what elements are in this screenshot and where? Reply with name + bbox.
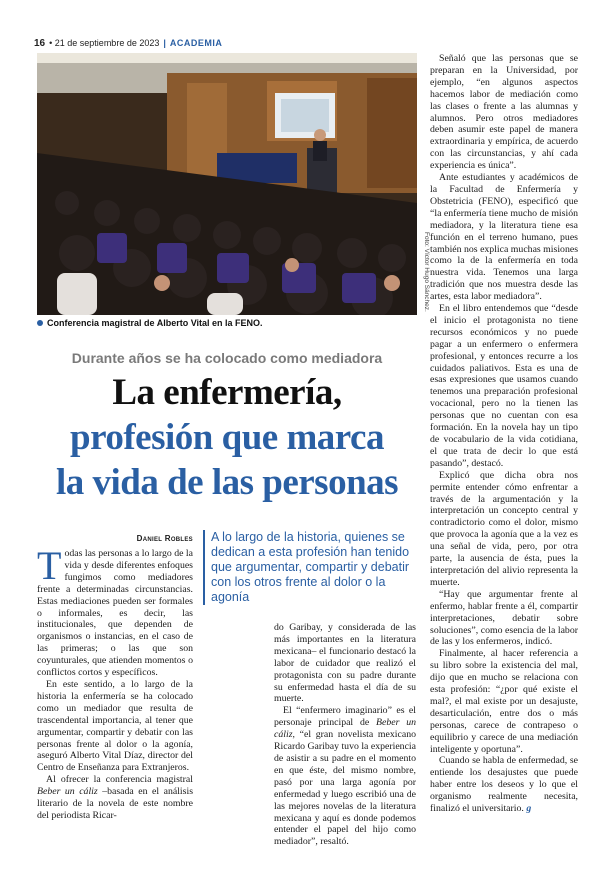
paragraph: El “enfermero imaginario” es el personaje principal de Beber un cáliz, “el gran novelista mexicano Ricardo Garibay tuvo la experiencia de asistir a su padre en el momento en que éste, del mismo nombre, pasó por una larga agonía por enfermedad y luego escribió una de las mejores novelas de la literatura mexicana y aquí es donde podemos entender el papel del hijo como mediador”, resaltó. xyxy=(274,705,417,848)
end-mark-icon: g xyxy=(526,803,532,815)
article-kicker: Durante años se ha colocado como mediadora xyxy=(71,350,383,366)
photo-credit: Foto: Víctor Hugo Sánchez. xyxy=(423,232,430,312)
section-name: ACADEMIA xyxy=(169,38,223,48)
paragraph: En el libro entendemos que “desde el inicio el protagonista no tiene recursos económicos y no puede pagar a un enfermero o enfermera profesional, y entonces recurre a los cuidados paliativos. Esta es una de esas expresiones que usamos cuando tenemos una preparación profesional vocacional, pero no la tienen las personas que no cuentan con esa formación. En la novela hay un tipo de vocabulario de la vida cotidiana, el que trata de decir lo que está pasando”, destacó. xyxy=(430,303,578,469)
paragraph: Finalmente, al hacer referencia a su libro sobre la existencia del mal, dijo que en mucho se relaciona con esta profesión: “¿por qué existe el mal?, el mal existe por un desajuste, desarticulación, entre dos o más personas, carece de contrapeso o equilibrio y carece de una mediación inteligente y oportuna”. xyxy=(430,648,578,755)
pull-quote: A lo largo de la historia, quienes se dedican a esta profesión han tenido que argumentar, compartir y debatir con los otros frente al dolor o la agonía xyxy=(203,530,413,605)
issue-date: • 21 de septiembre de 2023 xyxy=(49,38,160,48)
paragraph: Señaló que las personas que se preparan en la Universidad, por ejemplo, “en algunos aspectos hacemos labor de mediación como las clases o frente a las alumnas y alumnos. Pero otros mediadores deben asumir este papel de manera extraordinaria y empírica, de acuerdo con las circunstancias, y ahí cada experiencia es única”. xyxy=(430,53,578,172)
paragraph: Cuando se habla de enfermedad, se entiende los desajustes que puede haber entre los deseos y lo que el organismo realmente necesita, finalizó el universitario. g xyxy=(430,755,578,815)
paragraph: Al ofrecer la conferencia magistral Beber un cáliz –basada en el análisis literario de la novela de este nombre del periodista Ricar- xyxy=(37,774,194,821)
page-number: 16 xyxy=(34,38,46,49)
article-column-1 xyxy=(37,543,194,822)
paragraph: Ante estudiantes y académicos de la Facultad de Enfermería y Obstetricia (FENO), especificó que “la enfermería tiene mucho de misión mediadora, y la literatura tiene esa función en el terreno humano, pues también nos explica muchas misiones como la de la enfermería en toda nuestra vida. Tenemos una larga tradición que nos muestra desde las artes, esta labor mediadora”. xyxy=(430,172,579,303)
headline-line-1: La enfermería, xyxy=(112,372,342,413)
drop-cap: T xyxy=(37,543,62,588)
paragraph: Explicó que dicha obra nos permite entender cómo enfrentar a través de la argumentación y la interpretación un concepto central y contradictorio como el dolor, mismo que provoca la agonía que a la vez es una señal de vida, pero, por otra parte, la ausencia de ésta, pues la interpretación del alivio representa la muerte. xyxy=(430,469,578,588)
caption-bullet-icon xyxy=(37,320,43,326)
header-separator: | xyxy=(163,38,166,48)
paragraph: Todas las personas a lo largo de la vida y desde diferentes enfoques fungimos como mediadores frente a determinadas circunstancias. Estas mediaciones pueden ser formales o informales, es decir, las institucionales, que dependen de organismos o instancias, en el caso de las primeras; o las que son coyunturales, que atienden momentos o conflictos cortos y específicos. xyxy=(37,543,193,679)
headline-line-3: la vida de las personas xyxy=(55,462,399,503)
page-header xyxy=(34,38,222,49)
article-column-2 xyxy=(274,622,416,848)
article-column-3 xyxy=(430,53,578,815)
photo-caption xyxy=(37,318,263,328)
paragraph: do Garibay, y considerada de las más importantes en la literatura mexicana– el funcionario destacó la labor de cuidador que realizó el protagonista con su padre durante su enfermedad hasta el día de su muerte. xyxy=(274,622,416,705)
conference-photo xyxy=(37,53,417,315)
paragraph: En este sentido, a lo largo de la historia la enfermería se ha colocado como un mediador que resulta de trascendental importancia, al tener que argumentar, compartir y debatir con las personas frente al dolor o la agonía, aseguró Alberto Vital Díaz, director del Centro de Enseñanza para Extranjeros. xyxy=(37,678,193,774)
caption-text: Conferencia magistral de Alberto Vital en la FENO. xyxy=(47,318,263,328)
headline-line-2: profesión que marca xyxy=(70,417,384,458)
paragraph: “Hay que argumentar frente al enfermo, hablar frente a él, compartir interpretaciones, debatir sobre soluciones”, como esencia de la labor de las y los enfermeros, indicó. xyxy=(430,588,578,648)
author-byline: Daniel Robles xyxy=(136,534,193,543)
article-headline xyxy=(30,370,424,505)
